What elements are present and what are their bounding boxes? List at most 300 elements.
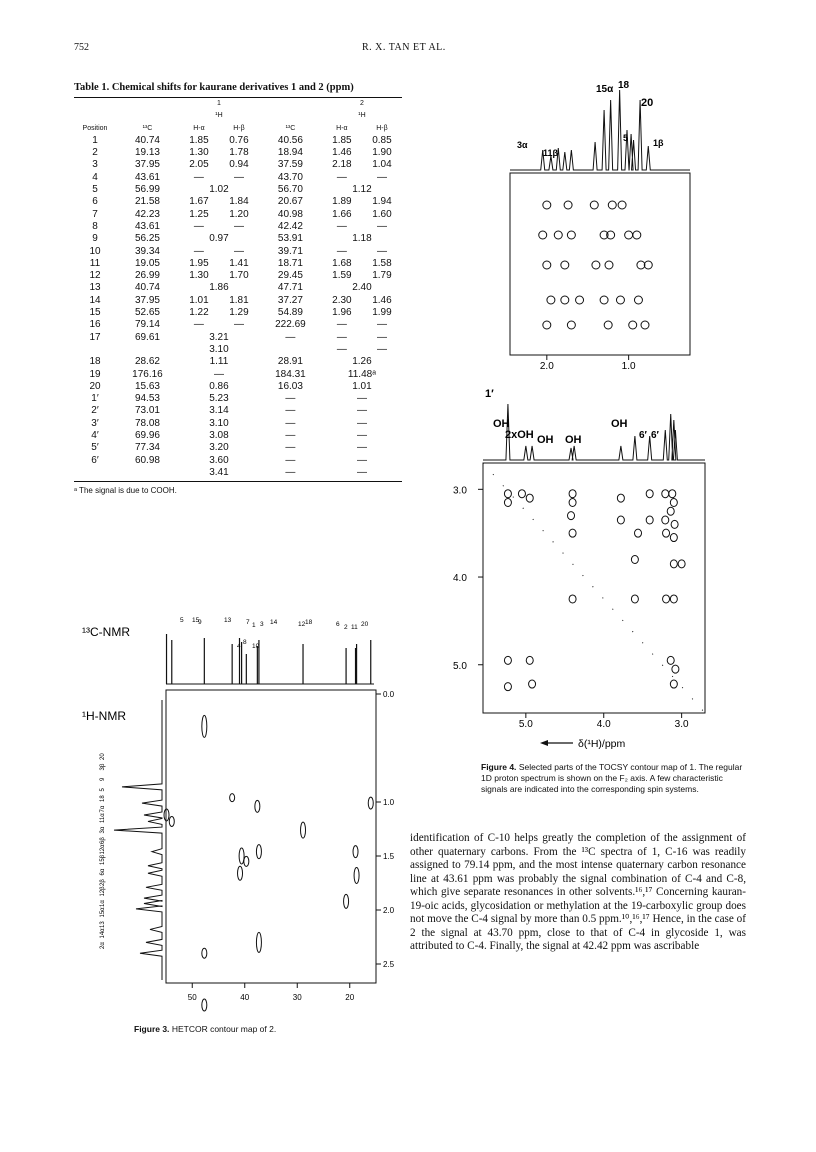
position-cell: 8 [92, 220, 98, 232]
x-tick-label: 2.0 [539, 361, 554, 372]
table-1 [74, 82, 402, 495]
y-tick-label: 3.0 [453, 485, 467, 497]
cross-peak [617, 516, 624, 524]
tocsy-bottom-cross-peaks [504, 490, 685, 691]
figure-3-caption [134, 1024, 276, 1035]
c13-peak-label: 2 [344, 624, 348, 631]
c13-shift-cell-2: 42.42 [277, 220, 303, 232]
c13-shift-cell-2: 54.89 [277, 307, 303, 319]
h-shift-cell-2: — [356, 405, 367, 417]
h1-peak-label: 18 [100, 795, 106, 802]
position-heading: Position [82, 124, 108, 132]
position-cell: 1 [92, 134, 98, 146]
h-beta-cell: — [233, 319, 244, 331]
h-beta-cell-2: 1.94 [372, 196, 392, 208]
tocsy-diagonal [483, 463, 705, 713]
cross-peak [663, 595, 670, 603]
position-cell: 6 [92, 196, 98, 208]
table-row [74, 381, 402, 393]
cross-peak [667, 656, 674, 664]
tocsy-top-label: 18 [618, 80, 630, 91]
h-beta-cell: 1.29 [229, 307, 249, 319]
h-shift-cell: — [213, 368, 224, 380]
table-row [74, 147, 402, 159]
c13-shift-cell: 37.95 [134, 294, 160, 306]
h-alpha-cell: 1.95 [189, 257, 209, 269]
cross-peak [633, 231, 641, 239]
position-cell: 19 [89, 368, 101, 380]
cross-peak [256, 932, 261, 952]
cross-peak [526, 494, 533, 502]
table-row [74, 467, 402, 479]
c13-shift-cell-2: 56.70 [277, 184, 303, 196]
h-shift-cell: 3.10 [209, 343, 229, 355]
position-cell: 9 [92, 233, 98, 245]
cross-peak [641, 321, 649, 329]
cross-peak [618, 201, 626, 209]
c13-shift-cell: 15.63 [134, 380, 160, 392]
cross-peak [547, 296, 555, 304]
y-tick-label: 1.0 [383, 798, 395, 807]
table-row [74, 442, 402, 454]
c13-shift-cell-2: — [285, 393, 296, 405]
position-cell: 5′ [91, 442, 99, 454]
h-shift-cell-2: — [356, 430, 367, 442]
tocsy-bottom-label: 6′ [651, 430, 659, 441]
c13-shift-cell: 43.61 [134, 220, 160, 232]
cross-peak [244, 856, 249, 866]
tocsy-bottom-label: OH [537, 434, 554, 446]
h-shift-cell: 0.86 [209, 380, 229, 392]
y-tick-label: 2.5 [383, 960, 395, 969]
h-alpha-cell-2: 1.46 [332, 147, 352, 159]
h-alpha-cell: 2.05 [189, 159, 209, 171]
h1-peak-label: 7α [100, 805, 106, 813]
h-shift-cell-2: 1.18 [352, 233, 372, 245]
x-axis [188, 983, 355, 1002]
c13-shift-cell: 69.61 [134, 331, 160, 343]
cross-peak [202, 948, 207, 958]
carbon-heading-1: ¹³C [142, 124, 153, 132]
h1-peak-label: 6β [100, 837, 106, 844]
h-beta-heading-1: H-β [233, 124, 245, 132]
table-row [74, 332, 402, 344]
tocsy-bottom-label: OH [565, 434, 582, 446]
h1-peak-label: 15β [100, 854, 106, 865]
position-cell: 1′ [91, 393, 99, 405]
c13-shift-cell-2: 28.91 [277, 356, 303, 368]
position-cell: 17 [89, 331, 101, 343]
c13-shift-cell-2: 16.03 [277, 380, 303, 392]
h-shift-cell: 1.86 [209, 282, 229, 294]
table-row [74, 159, 402, 171]
cross-peak [670, 595, 677, 603]
cross-peak [353, 846, 358, 858]
table-row [74, 246, 402, 258]
c13-shift-cell-2: 40.56 [277, 134, 303, 146]
position-cell: 10 [89, 245, 101, 257]
c13-shift-cell: 73.01 [134, 405, 160, 417]
tocsy-top-label: 1β [653, 138, 664, 148]
tocsy-top-x-axis [540, 355, 636, 372]
tocsy-bottom-label: 1′ [485, 388, 494, 400]
h-alpha-cell-2: — [336, 220, 347, 232]
cross-peak [164, 809, 169, 821]
c13-peak-label: 5 [180, 617, 184, 624]
tocsy-top-cross-peaks [539, 201, 653, 329]
h-alpha-cell: 1.25 [189, 208, 209, 220]
h-shift-cell: 1.11 [209, 356, 229, 368]
c13-shift-cell-2: 39.71 [277, 245, 303, 257]
h-alpha-cell: 1.67 [189, 196, 209, 208]
h-shift-cell-2: 2.40 [352, 282, 372, 294]
cross-peak [368, 797, 373, 809]
h-shift-cell: 1.02 [209, 184, 229, 196]
c13-shift-cell: 26.99 [134, 270, 160, 282]
position-cell: 20 [89, 380, 101, 392]
h-shift-cell-2: 1.26 [352, 356, 372, 368]
c13-peak-label: 14 [270, 619, 278, 626]
cross-peak [672, 665, 679, 673]
cross-peak [529, 680, 536, 688]
c13-shift-cell-2: — [285, 430, 296, 442]
h1-peak-label: 15α [100, 907, 106, 918]
h-shift-cell-2: — [356, 442, 367, 454]
c13-shift-cell: 60.98 [134, 454, 160, 466]
c13-peak-label: 7 [246, 619, 250, 626]
c13-shift-cell: 79.14 [134, 319, 160, 331]
figure-4-caption-text: Selected parts of the TOCSY contour map of 1. The regular 1D proton spectrum is shown on the F₂ axis. A few characteristic signals are indicated into the corresponding spin systems. [481, 762, 743, 794]
cross-peak [255, 800, 260, 812]
cross-peak [539, 231, 547, 239]
h-alpha-cell: — [193, 319, 204, 331]
cross-peak [670, 498, 677, 506]
h1-trace [114, 700, 162, 980]
h1-peak-label: 20 [100, 753, 106, 760]
h-shift-cell: 5.23 [209, 393, 229, 405]
table-row [74, 172, 402, 184]
c13-shift-cell-2: 53.91 [277, 233, 303, 245]
figure-4-caption-label: Figure 4. [481, 762, 517, 772]
tocsy-top-labels [517, 80, 664, 158]
h-alpha-cell-2: 2.30 [332, 294, 352, 306]
h-beta-cell-2: 1.58 [372, 257, 392, 269]
tocsy-bottom-labels [485, 388, 660, 446]
x-tick-label: 1.0 [621, 361, 636, 372]
h-shift-cell: 3.60 [209, 454, 229, 466]
cross-peak [202, 715, 207, 737]
cross-peak [670, 560, 677, 568]
h-beta-cell: 0.76 [229, 134, 249, 146]
table-row [74, 455, 402, 467]
cross-peak [569, 529, 576, 537]
position-cell: 13 [89, 282, 101, 294]
cross-peak [590, 201, 598, 209]
table-row [74, 418, 402, 430]
cross-peak [670, 534, 677, 542]
h-alpha-cell-2: 1.85 [332, 134, 352, 146]
c13-shift-cell-2: 47.71 [277, 282, 303, 294]
c13-peak-label: 11 [351, 624, 358, 631]
h-alpha-cell: — [193, 245, 204, 257]
h-alpha-cell-2: 1.66 [332, 208, 352, 220]
c13-peak-label: 4 [237, 643, 241, 650]
position-cell [74, 467, 116, 479]
h1-peak-labels [100, 753, 106, 949]
h-alpha-heading-1: H-α [193, 124, 205, 132]
cross-peak [634, 296, 642, 304]
table-row [74, 196, 402, 208]
c13-peak-label: 20 [361, 621, 369, 628]
table-title: Table 1. Chemical shifts for kaurane derivatives 1 and 2 (ppm) [74, 82, 354, 93]
h-alpha-cell: — [193, 171, 204, 183]
table-row [74, 221, 402, 233]
h-beta-cell: 1.78 [229, 147, 249, 159]
cross-peak [202, 999, 207, 1011]
position-cell: 14 [89, 294, 101, 306]
position-cell: 2 [92, 147, 98, 159]
cross-peak [625, 231, 633, 239]
position-cell: 7 [92, 208, 98, 220]
axis-label: δ(¹H)/ppm [578, 738, 626, 750]
x-tick-label: 40 [240, 993, 250, 1002]
hetcor-frame [166, 690, 376, 983]
tocsy-bottom-x-axis [519, 713, 689, 730]
cross-peak [631, 555, 638, 563]
position-cell: 3 [92, 159, 98, 171]
cross-peak [504, 498, 511, 506]
figure-3-hetcor [74, 610, 414, 1040]
c13-shift-cell: 37.95 [134, 159, 160, 171]
y-axis [376, 690, 395, 969]
cross-peak [504, 656, 511, 664]
h-beta-cell-2: 1.60 [372, 208, 392, 220]
c13-peak-label: 8 [243, 639, 247, 646]
position-cell: 5 [92, 184, 98, 196]
cross-peak [671, 520, 678, 528]
h-alpha-cell-2: — [336, 171, 347, 183]
y-tick-label: 5.0 [453, 660, 467, 672]
c13-shift-cell-2: 20.67 [277, 196, 303, 208]
cross-peak [631, 595, 638, 603]
c13-shift-cell: 21.58 [134, 196, 160, 208]
position-cell: 15 [89, 307, 101, 319]
h1-peak-label: 6α [100, 868, 106, 876]
cross-peak [608, 201, 616, 209]
cross-peak [605, 261, 613, 269]
cross-peak [256, 845, 261, 859]
cross-peak [526, 656, 533, 664]
c13-shift-cell-2: — [285, 442, 296, 454]
c13-shift-cell: 69.96 [134, 430, 160, 442]
cross-peak [663, 529, 670, 537]
c13-shift-cell-2: 40.98 [277, 208, 303, 220]
c13-shift-cell-2: 222.69 [275, 319, 306, 331]
h1-peak-label: 14α [100, 928, 106, 939]
h-shift-cell: 3.08 [209, 430, 229, 442]
position-cell [74, 344, 116, 356]
h-shift-cell-2: 1.12 [352, 184, 372, 196]
table-row [74, 369, 402, 381]
h-beta-cell-2: 0.85 [372, 134, 392, 146]
x-tick-label: 5.0 [518, 719, 533, 730]
x-tick-label: 50 [187, 993, 197, 1002]
c13-shift-cell-2: 37.59 [277, 159, 303, 171]
h-beta-cell: 1.20 [229, 208, 249, 220]
table-row [74, 393, 402, 405]
tocsy-bottom-frame [483, 463, 705, 713]
shift-table [74, 98, 402, 479]
cross-peak [678, 560, 685, 568]
cross-peak [169, 816, 174, 826]
position-cell: 4 [92, 171, 98, 183]
cross-peak [564, 201, 572, 209]
cross-peak [600, 296, 608, 304]
x-tick-label: 4.0 [596, 719, 611, 730]
compound-1-heading: 1 [216, 100, 221, 107]
page-number: 752 [74, 42, 89, 53]
x-tick-label: 30 [292, 993, 302, 1002]
c13-peak-label: 3 [260, 621, 264, 628]
h-alpha-cell-2: 2.18 [332, 159, 352, 171]
h-alpha-cell-2: — [336, 343, 347, 355]
h1-peak-label: 2β [100, 879, 106, 886]
c13-shift-cell-2: 184.31 [275, 368, 306, 380]
c13-shift-cell-2: — [285, 405, 296, 417]
h-alpha-cell: 1.85 [189, 134, 209, 146]
compound-2-heading: 2 [359, 100, 364, 107]
cross-peak [567, 321, 575, 329]
c13-shift-cell: 52.65 [134, 307, 160, 319]
h-shift-cell: 3.21 [209, 331, 229, 343]
c13-shift-cell: 19.05 [134, 257, 160, 269]
cross-peak [646, 516, 653, 524]
c13-peak-label: 15 [192, 617, 200, 624]
cross-peak [576, 296, 584, 304]
table-row [74, 307, 402, 319]
h1-peak-label: 3α [100, 826, 106, 834]
c13-shift-cell-2: — [285, 454, 296, 466]
h-alpha-cell: 1.01 [189, 294, 209, 306]
cross-peak [230, 794, 235, 802]
h-alpha-heading-2: H-α [336, 124, 348, 132]
tocsy-top-label: 15α [596, 84, 614, 95]
table-row [74, 430, 402, 442]
c13-shift-cell: 40.74 [134, 282, 160, 294]
cross-peak [644, 261, 652, 269]
position-cell: 18 [89, 356, 101, 368]
c13-peak-label: 6 [336, 621, 340, 628]
c13-peak-label: 10 [252, 643, 260, 650]
c13-shift-cell: 94.53 [134, 393, 160, 405]
table-row [74, 295, 402, 307]
cross-peak [629, 321, 637, 329]
h-beta-cell-2: — [376, 319, 387, 331]
h-beta-heading-2: H-β [376, 124, 388, 132]
h-alpha-cell: 1.22 [189, 307, 209, 319]
figure-4-caption [481, 762, 746, 795]
h-alpha-cell-2: — [336, 245, 347, 257]
cross-peak [567, 231, 575, 239]
h-beta-cell: 1.70 [229, 270, 249, 282]
h-alpha-cell-2: — [336, 331, 347, 343]
tocsy-bottom-label: 6′ [639, 430, 647, 441]
h-beta-cell: 1.41 [229, 257, 249, 269]
table-row [74, 209, 402, 221]
y-tick-label: 2.0 [383, 906, 395, 915]
c13-shift-cell: 28.62 [134, 356, 160, 368]
tocsy-top-label: 3α [517, 140, 528, 150]
tocsy-bottom-y-axis [453, 485, 483, 671]
table-row [74, 282, 402, 294]
figure-3-caption-label: Figure 3. [134, 1024, 170, 1034]
h1-peak-label: 11α [100, 813, 106, 823]
table-row [74, 258, 402, 270]
table-row [74, 233, 402, 245]
h-shift-cell-2: 11.48ᵃ [347, 368, 376, 380]
h-alpha-cell-2: 1.59 [332, 270, 352, 282]
h1-peak-label: 13 [100, 921, 106, 928]
c13-shift-cell: 56.25 [134, 233, 160, 245]
tocsy-top-trace [510, 90, 690, 170]
c13-shift-cell-2: — [285, 466, 296, 478]
x-tick-label: 20 [345, 993, 355, 1002]
position-cell: 6′ [91, 454, 99, 466]
c13-shift-cell: 56.99 [134, 184, 160, 196]
cross-peak [504, 490, 511, 498]
h1-peak-label: 2α [100, 942, 106, 949]
table-row [74, 270, 402, 282]
cross-peak [568, 512, 575, 520]
cross-peak [354, 867, 359, 883]
h1-spectrum [114, 700, 162, 980]
h-shift-cell: 3.20 [209, 442, 229, 454]
running-title: R. X. TAN ET AL. [362, 42, 446, 53]
h-beta-cell-2: 1.04 [372, 159, 392, 171]
y-tick-label: 0.0 [383, 690, 395, 699]
h-shift-cell-2: 1.01 [352, 380, 372, 392]
cross-peak [669, 490, 676, 498]
h1-peak-label: 5 [100, 788, 106, 792]
c13-shift-cell: 43.61 [134, 171, 160, 183]
h-beta-cell: — [233, 245, 244, 257]
carbon-heading-2: ¹³C [285, 124, 296, 132]
h-shift-cell: 3.10 [209, 417, 229, 429]
cross-peak [662, 516, 669, 524]
axis-arrowhead [540, 740, 548, 746]
h-shift-cell: 0.97 [209, 233, 229, 245]
h-shift-cell: 3.14 [209, 405, 229, 417]
cross-peak [543, 261, 551, 269]
h-shift-cell-2: — [356, 454, 367, 466]
c13-shift-cell: 176.16 [132, 368, 163, 380]
h-shift-cell-2: — [356, 393, 367, 405]
cross-peak [301, 822, 306, 838]
table-row [74, 184, 402, 196]
h1-peak-label: 3β [100, 763, 106, 771]
proton-heading-2: ¹H [358, 112, 366, 120]
position-cell: 3′ [91, 417, 99, 429]
hetcor-cross-peaks [164, 715, 373, 1011]
cross-peak [662, 490, 669, 498]
cross-peak [592, 261, 600, 269]
cross-peak [646, 490, 653, 498]
h-alpha-cell-2: 1.89 [332, 196, 352, 208]
h-shift-cell-2: — [356, 466, 367, 478]
cross-peak [670, 680, 677, 688]
c13-shift-cell-2: 43.70 [277, 171, 303, 183]
h-beta-cell-2: — [376, 220, 387, 232]
